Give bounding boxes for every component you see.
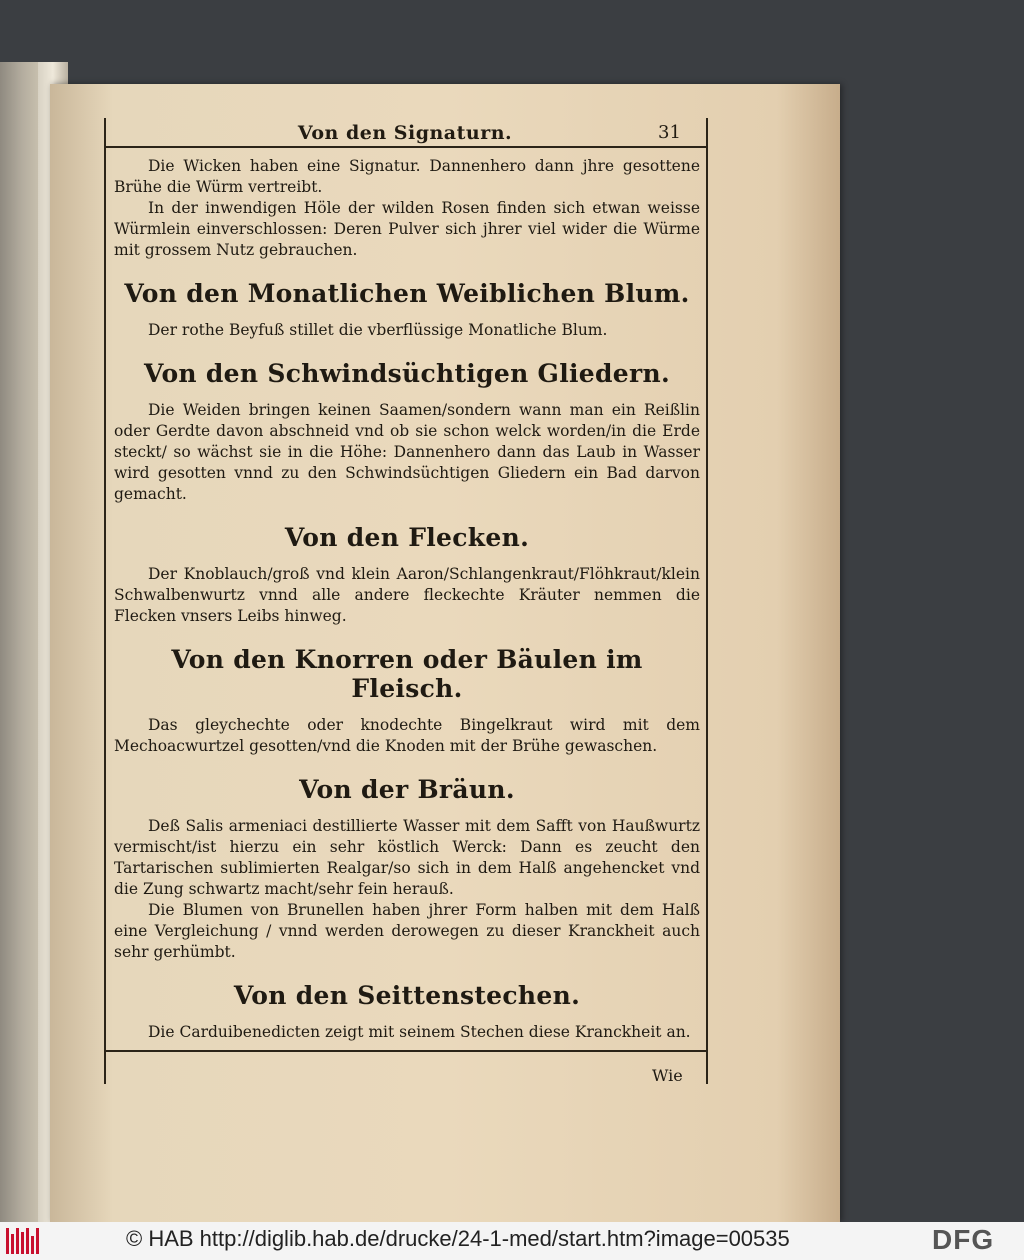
section-heading: Von der Bräun. (299, 775, 515, 804)
paragraph: Die Blumen von Brunellen haben jhrer Form halben mit dem Halß eine Vergleichung / vnnd werden derowegen zu dieser Kranckheit auch sehr gerhümbt. (114, 901, 700, 961)
source-credit: © HAB http://diglib.hab.de/drucke/24-1-med/start.htm?image=00535 (126, 1226, 790, 1251)
section-heading: Von den Schwindsüchtigen Gliedern. (144, 359, 670, 388)
page-number: 31 (658, 122, 681, 143)
footer-rule (104, 1050, 706, 1052)
page-body (114, 156, 700, 1043)
running-head: Von den Signaturn. (297, 122, 513, 144)
paragraph: Die Wicken haben eine Signatur. Dannenhero dann jhre gesottene Brühe die Würm vertreibt. (114, 157, 700, 196)
header-rule (104, 146, 706, 148)
section-heading: Von den Monatlichen Weiblichen Blum. (124, 279, 690, 308)
section-heading: Von den Seittenstechen. (233, 981, 581, 1010)
section-heading: Von den Knorren oder Bäulen im Fleisch. (171, 645, 643, 703)
paragraph: Die Weiden bringen keinen Saamen/sondern wann man ein Reißlin oder Gerdte davon abschneid vnd ob sie schon welck worden/in die Erde steckt/ so wächst sie in die Höhe: Dannenhero dann das Laub in Wasser wird gesotten vnnd zu den Schwindsüchtigen Gliedern ein Bad darvon gemacht. (114, 401, 700, 503)
hab-logo-icon (6, 1228, 40, 1254)
paragraph: Deß Salis armeniaci destillierte Wasser mit dem Safft von Haußwurtz vermischt/ist hierzu ein sehr köstlich Werck: Dann es zeucht den Tartarischen sublimierten Realgar/so sich in dem Halß angehencket vnd die Zung schwartz macht/sehr fein herauß. (114, 817, 700, 898)
catchword: Wie (652, 1066, 683, 1085)
paragraph: In der inwendigen Höle der wilden Rosen finden sich etwan weisse Würmlein einverschlossen: Deren Pulver sich jhrer viel wider die Würme mit grossem Nutz gebrauchen. (114, 199, 700, 259)
section-heading: Von den Flecken. (284, 523, 530, 552)
dfg-logo: DFG (932, 1224, 995, 1255)
paragraph: Der Knoblauch/groß vnd klein Aaron/Schlangenkraut/Flöhkraut/klein Schwalbenwurtz vnnd alle andere fleckechte Kräuter nemmen die Flecken vnsers Leibs hinweg. (114, 565, 700, 625)
paragraph: Das gleychechte oder knodechte Bingelkraut wird mit dem Mechoacwurtzel gesotten/vnd die Knoden mit der Brühe gewaschen. (114, 716, 700, 755)
paragraph: Der rothe Beyfuß stillet die vberflüssige Monatliche Blum. (148, 321, 608, 339)
paragraph: Die Carduibenedicten zeigt mit seinem Stechen diese Kranckheit an. (148, 1023, 691, 1041)
